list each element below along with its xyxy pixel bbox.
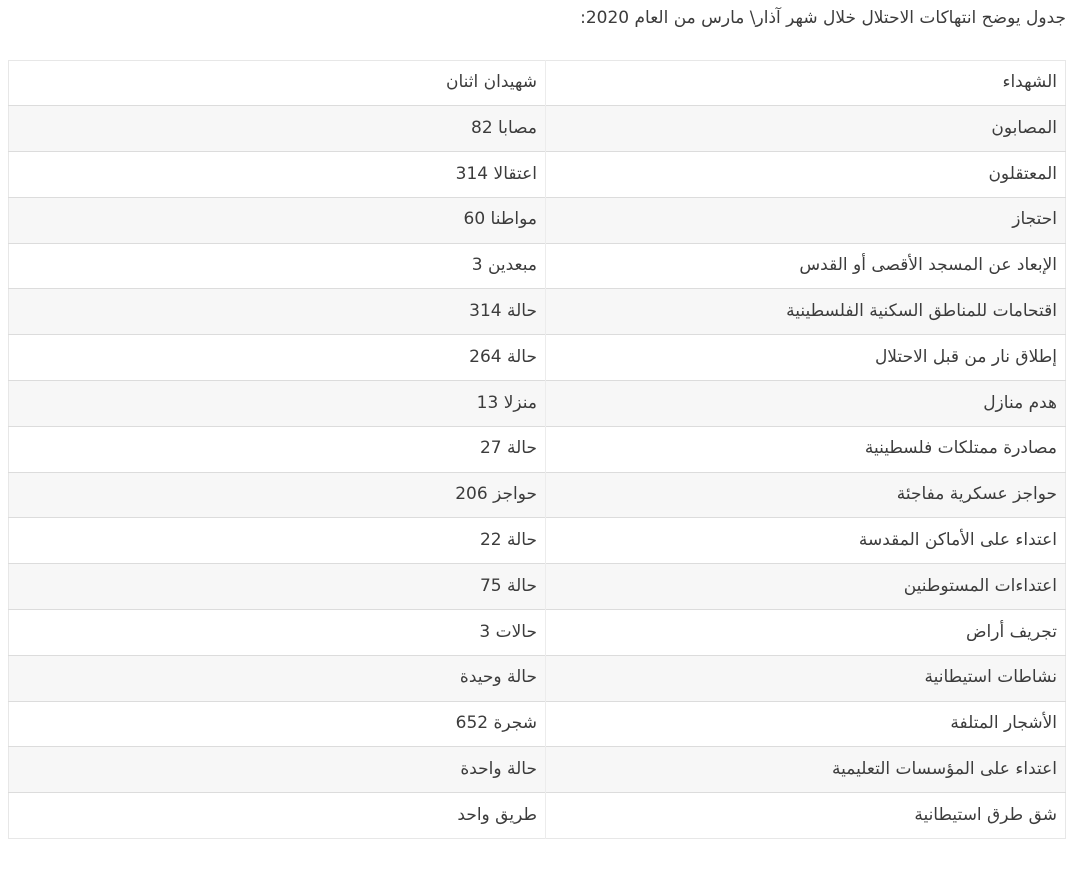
violation-value: حالة واحدة bbox=[9, 747, 546, 793]
table-row bbox=[9, 518, 1066, 564]
violation-value: 3 مبعدين bbox=[9, 243, 546, 289]
page bbox=[0, 6, 1080, 892]
table-row bbox=[9, 655, 1066, 701]
table-row bbox=[9, 426, 1066, 472]
table-row bbox=[9, 335, 1066, 381]
violation-value: 314 اعتقالا bbox=[9, 152, 546, 198]
table-row bbox=[9, 747, 1066, 793]
table-row bbox=[9, 243, 1066, 289]
violation-value: 652 شجرة bbox=[9, 701, 546, 747]
violation-value: شهيدان اثنان bbox=[446, 72, 537, 92]
violation-value: طريق واحد bbox=[9, 793, 546, 839]
table-row bbox=[9, 564, 1066, 610]
table-row bbox=[9, 60, 1066, 106]
violation-label: اقتحامات للمناطق السكنية الفلسطينية bbox=[546, 289, 1066, 335]
violation-label: مصادرة ممتلكات فلسطينية bbox=[546, 426, 1066, 472]
table-row bbox=[9, 610, 1066, 656]
table-row bbox=[9, 701, 1066, 747]
violation-value: 60 مواطنا bbox=[9, 197, 546, 243]
violation-value: 22 حالة bbox=[9, 518, 546, 564]
violation-value: حالة وحيدة bbox=[9, 655, 546, 701]
violation-label: المصابون bbox=[546, 106, 1066, 152]
violation-value: 3 حالات bbox=[9, 610, 546, 656]
violation-label: نشاطات استيطانية bbox=[546, 655, 1066, 701]
page-title: جدول يوضح انتهاكات الاحتلال خلال شهر آذار\ مارس من العام 2020: bbox=[580, 8, 1066, 28]
violation-label: تجريف أراض bbox=[546, 610, 1066, 656]
violation-label: شق طرق استيطانية bbox=[546, 793, 1066, 839]
violation-label: الإبعاد عن المسجد الأقصى أو القدس bbox=[546, 243, 1066, 289]
violation-label: اعتداء على المؤسسات التعليمية bbox=[546, 747, 1066, 793]
table-row bbox=[9, 197, 1066, 243]
violation-label: المعتقلون bbox=[546, 152, 1066, 198]
violation-value: 27 حالة bbox=[9, 426, 546, 472]
violation-label: اعتداء على الأماكن المقدسة bbox=[546, 518, 1066, 564]
violation-label: حواجز عسكرية مفاجئة bbox=[546, 472, 1066, 518]
violation-value: 264 حالة bbox=[9, 335, 546, 381]
table-row bbox=[9, 152, 1066, 198]
violation-label: إطلاق نار من قبل الاحتلال bbox=[546, 335, 1066, 381]
table-row bbox=[9, 106, 1066, 152]
table-row bbox=[9, 472, 1066, 518]
violation-label: احتجاز bbox=[546, 197, 1066, 243]
violation-value: 206 حواجز bbox=[9, 472, 546, 518]
violations-table-body bbox=[9, 60, 1066, 839]
table-row bbox=[9, 381, 1066, 427]
table-row bbox=[9, 289, 1066, 335]
violation-label: الأشجار المتلفة bbox=[546, 701, 1066, 747]
violation-value: 314 حالة bbox=[9, 289, 546, 335]
violation-value: 13 منزلا bbox=[9, 381, 546, 427]
violation-value: 75 حالة bbox=[9, 564, 546, 610]
table-row bbox=[9, 793, 1066, 839]
violation-label: اعتداءات المستوطنين bbox=[546, 564, 1066, 610]
violation-value: 82 مصابا bbox=[9, 106, 546, 152]
violation-label: هدم منازل bbox=[546, 381, 1066, 427]
violation-label: الشهداء bbox=[546, 60, 1066, 106]
violations-table bbox=[8, 60, 1066, 840]
